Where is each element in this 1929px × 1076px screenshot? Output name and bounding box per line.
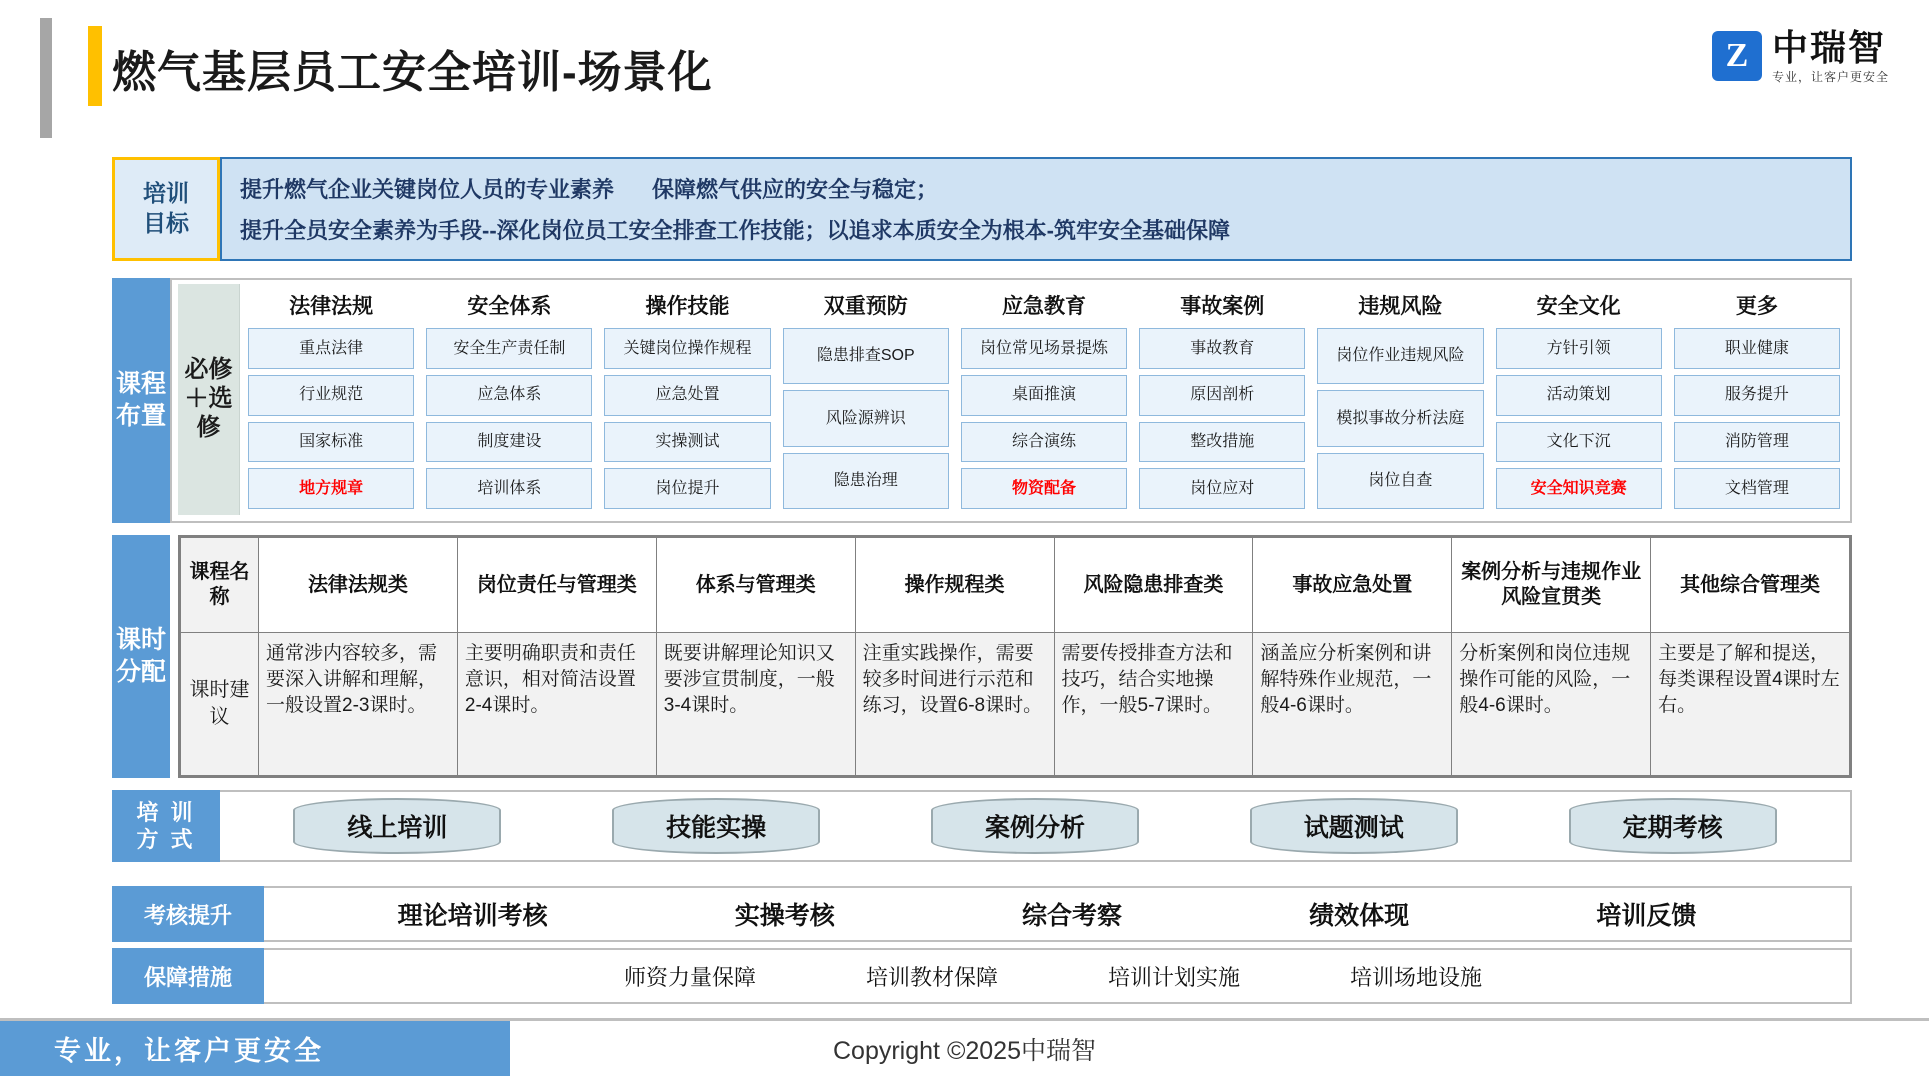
training-methods-body [220, 790, 1852, 862]
table-row [181, 633, 1850, 776]
footer-copyright: Copyright ©2025中瑞智 [833, 1036, 1096, 1065]
course-item[interactable]: 文档管理 [1674, 468, 1840, 509]
assessment-section [112, 886, 1852, 942]
course-item[interactable]: 行业规范 [248, 375, 414, 416]
assessment-body [264, 886, 1852, 942]
table-header-cell: 法律法规类 [259, 538, 458, 633]
course-item[interactable]: 方针引领 [1496, 328, 1662, 369]
training-method-item[interactable]: 技能实操 [612, 798, 820, 854]
support-measures-label: 保障措施 [112, 948, 264, 1004]
support-measure-item[interactable]: 培训教材保障 [866, 964, 999, 990]
course-item[interactable]: 隐患排查SOP [783, 328, 949, 384]
training-goal-label [112, 157, 220, 261]
course-item[interactable]: 原因剖析 [1139, 375, 1305, 416]
table-header-cell: 风险隐患排查类 [1054, 538, 1253, 633]
course-item[interactable]: 消防管理 [1674, 422, 1840, 463]
course-item[interactable]: 安全生产责任制 [426, 328, 592, 369]
training-goal-line-1a: 提升燃气企业关键岗位人员的专业素养 [240, 177, 615, 202]
course-column-head: 应急教育 [1001, 295, 1086, 318]
course-column-head: 安全文化 [1536, 295, 1621, 318]
footer-slogan-bar [0, 1021, 510, 1076]
table-cell: 分析案例和岗位违规操作可能的风险，一般4-6课时。 [1452, 633, 1651, 776]
course-column-head: 法律法规 [289, 295, 374, 318]
course-item[interactable]: 服务提升 [1674, 375, 1840, 416]
course-item[interactable]: 重点法律 [248, 328, 414, 369]
course-column-accident-case [1135, 284, 1309, 515]
course-column-safety-system [422, 284, 596, 515]
course-item[interactable]: 实操测试 [604, 422, 770, 463]
course-item[interactable]: 物资配备 [961, 468, 1127, 509]
class-hours-section [112, 535, 1852, 778]
assessment-item[interactable]: 培训反馈 [1596, 902, 1697, 930]
training-goal-line-1b: 保障燃气供应的安全与稳定； [652, 177, 939, 202]
table-header-cell: 体系与管理类 [656, 538, 855, 633]
course-layout-label [112, 278, 170, 523]
course-item[interactable]: 培训体系 [426, 468, 592, 509]
course-item[interactable]: 国家标准 [248, 422, 414, 463]
logo-mark-icon: Z [1712, 31, 1762, 81]
course-item[interactable]: 应急处置 [604, 375, 770, 416]
course-column-head: 双重预防 [823, 295, 908, 318]
course-column-safety-culture [1492, 284, 1666, 515]
course-item[interactable]: 模拟事故分析法庭 [1317, 390, 1483, 446]
training-goal-section [112, 157, 1852, 261]
training-methods-label-line1: 培 训 [136, 799, 196, 825]
support-measure-item[interactable]: 培训计划实施 [1108, 964, 1241, 990]
training-method-item[interactable]: 定期考核 [1569, 798, 1777, 854]
assessment-label: 考核提升 [112, 886, 264, 942]
training-goal-line-1 [240, 173, 1832, 204]
class-hours-label [112, 535, 170, 778]
table-header-row [181, 538, 1850, 633]
course-item[interactable]: 隐患治理 [783, 453, 949, 509]
assessment-item[interactable]: 实操考核 [734, 902, 835, 930]
course-item[interactable]: 事故教育 [1139, 328, 1305, 369]
training-methods-label [112, 790, 220, 862]
course-item[interactable]: 桌面推演 [961, 375, 1127, 416]
course-item[interactable]: 职业健康 [1674, 328, 1840, 369]
training-methods-label-line2: 方 式 [136, 827, 196, 852]
course-item[interactable]: 关键岗位操作规程 [604, 328, 770, 369]
training-goal-label-line2: 目标 [143, 210, 189, 236]
assessment-item[interactable]: 理论培训考核 [397, 902, 548, 930]
table-cell: 涵盖应分析案例和讲解特殊作业规范，一般4-6课时。 [1253, 633, 1452, 776]
course-item[interactable]: 岗位常见场景提炼 [961, 328, 1127, 369]
course-column-operation-skill [600, 284, 774, 515]
course-column-more [1670, 284, 1844, 515]
course-item[interactable]: 岗位作业违规风险 [1317, 328, 1483, 384]
assessment-item[interactable]: 绩效体现 [1309, 902, 1410, 930]
course-column-head: 更多 [1735, 295, 1778, 318]
required-elective-column [178, 284, 240, 515]
course-item[interactable]: 综合演练 [961, 422, 1127, 463]
table-cell: 通常涉内容较多，需要深入讲解和理解，一般设置2-3课时。 [259, 633, 458, 776]
training-methods-section [112, 790, 1852, 862]
course-item[interactable]: 文化下沉 [1496, 422, 1662, 463]
training-goal-line-2: 提升全员安全素养为手段--深化岗位员工安全排查工作技能；以追求本质安全为根本-筑牢安全基础保障 [240, 218, 1230, 243]
table-cell: 主要明确职责和责任意识，相对简洁设置2-4课时。 [457, 633, 656, 776]
title-accent-bar-yellow [88, 26, 102, 106]
table-cell: 需要传授排查方法和技巧，结合实地操作，一般5-7课时。 [1054, 633, 1253, 776]
course-column-head: 事故案例 [1180, 295, 1265, 318]
training-method-item[interactable]: 案例分析 [931, 798, 1139, 854]
course-column-violation-risk [1313, 284, 1487, 515]
course-layout-body [170, 278, 1852, 523]
logo-company-name: 中瑞智 [1771, 27, 1886, 68]
table-cell: 既要讲解理论知识又要涉宣贯制度，一般3-4课时。 [656, 633, 855, 776]
required-elective-label: 必修＋选修 [184, 356, 233, 441]
table-cell: 主要是了解和提送，每类课程设置4课时左右。 [1651, 633, 1850, 776]
brand-logo [1712, 28, 1889, 84]
logo-text [1772, 28, 1889, 84]
course-column-dual-prevention [779, 284, 953, 515]
course-layout-section [112, 278, 1852, 523]
course-layout-label-text: 课程布置 [115, 370, 166, 430]
support-measure-item[interactable]: 培训场地设施 [1350, 964, 1483, 990]
course-column-head: 安全体系 [467, 295, 552, 318]
support-measure-item[interactable]: 师资力量保障 [624, 964, 757, 990]
table-header-cell: 岗位责任与管理类 [457, 538, 656, 633]
course-item[interactable]: 风险源辨识 [783, 390, 949, 446]
course-column-head: 违规风险 [1358, 295, 1443, 318]
course-column-emergency-education [957, 284, 1131, 515]
course-item[interactable]: 岗位自查 [1317, 453, 1483, 509]
course-item[interactable]: 岗位应对 [1139, 468, 1305, 509]
course-column-legal [244, 284, 418, 515]
table-row-label: 课时建议 [181, 633, 259, 776]
footer-slogan: 专业，让客户更安全 [54, 1036, 324, 1066]
support-measures-section [112, 948, 1852, 1004]
table-header-cell: 事故应急处置 [1253, 538, 1452, 633]
page-title: 燃气基层员工安全培训-场景化 [112, 48, 713, 97]
title-accent-bar-gray [40, 18, 52, 138]
logo-slogan: 专业，让客户更安全 [1771, 69, 1889, 84]
course-item[interactable]: 制度建设 [426, 422, 592, 463]
course-item[interactable]: 整改措施 [1139, 422, 1305, 463]
support-measures-body [264, 948, 1852, 1004]
course-item[interactable]: 应急体系 [426, 375, 592, 416]
class-hours-table [178, 535, 1852, 778]
training-goal-content [220, 157, 1852, 261]
training-method-item[interactable]: 线上培训 [293, 798, 501, 854]
training-goal-label-line1: 培训 [143, 180, 189, 207]
assessment-item[interactable]: 综合考察 [1021, 902, 1122, 930]
table-cell: 注重实践操作，需要较多时间进行示范和练习，设置6-8课时。 [855, 633, 1054, 776]
course-item[interactable]: 地方规章 [248, 468, 414, 509]
course-item[interactable]: 岗位提升 [604, 468, 770, 509]
course-item[interactable]: 活动策划 [1496, 375, 1662, 416]
class-hours-label-text: 课时分配 [115, 626, 166, 686]
table-header-cell: 案例分析与违规作业风险宣贯类 [1452, 538, 1651, 633]
training-method-item[interactable]: 试题测试 [1250, 798, 1458, 854]
course-column-head: 操作技能 [645, 295, 730, 318]
table-header-cell: 课程名称 [181, 538, 259, 633]
table-header-cell: 其他综合管理类 [1651, 538, 1850, 633]
course-item[interactable]: 安全知识竞赛 [1496, 468, 1662, 509]
table-header-cell: 操作规程类 [855, 538, 1054, 633]
